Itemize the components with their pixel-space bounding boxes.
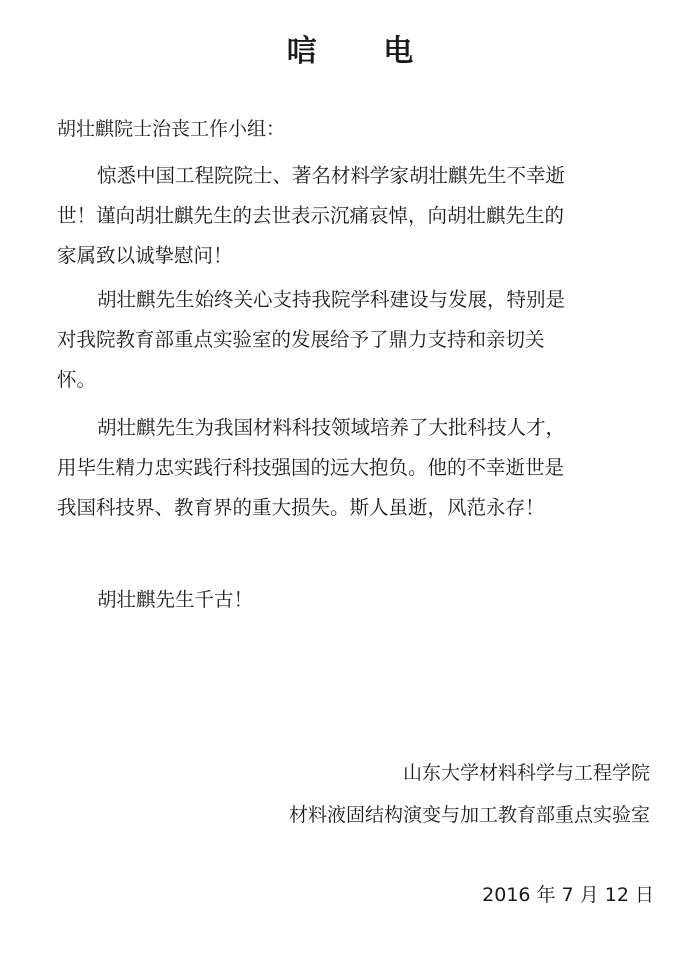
document-date: 2016 年 7 月 12 日 <box>482 884 654 906</box>
paragraph-line: 世！谨向胡壮麒先生的去世表示沉痛哀悼，向胡壮麒先生的 <box>57 204 565 227</box>
paragraph-line: 对我院教育部重点实验室的发展给予了鼎力支持和亲切关 <box>57 328 545 351</box>
paragraph-line: 惊悉中国工程院院士、著名材料学家胡壮麒先生不幸逝 <box>97 164 566 187</box>
paragraph-condolence <box>57 156 669 276</box>
paragraph-line: 胡壮麒先生千古！ <box>97 588 254 611</box>
salutation: 胡壮麒院士治丧工作小组： <box>57 118 286 140</box>
paragraph-line: 我国科技界、教育界的重大损失。斯人虽逝，风范永存！ <box>57 496 545 519</box>
paragraph-line: 用毕生精力忠实践行科技强国的远大抱负。他的不幸逝世是 <box>57 456 565 479</box>
paragraph-line: 胡壮麒先生为我国材料科技领域培养了大批科技人才， <box>97 416 566 439</box>
signature-org-school: 山东大学材料科学与工程学院 <box>402 762 650 784</box>
paragraph-farewell <box>57 580 669 620</box>
paragraph-line: 怀。 <box>57 368 97 391</box>
paragraph-support <box>57 280 669 400</box>
signature-org-lab: 材料液固结构演变与加工教育部重点实验室 <box>288 804 650 826</box>
document-title: 唁 电 <box>286 34 442 69</box>
paragraph-line: 家属致以诚挚慰问！ <box>57 244 233 267</box>
paragraph-legacy <box>57 408 669 528</box>
paragraph-line: 胡壮麒先生始终关心支持我院学科建设与发展，特别是 <box>97 288 566 311</box>
